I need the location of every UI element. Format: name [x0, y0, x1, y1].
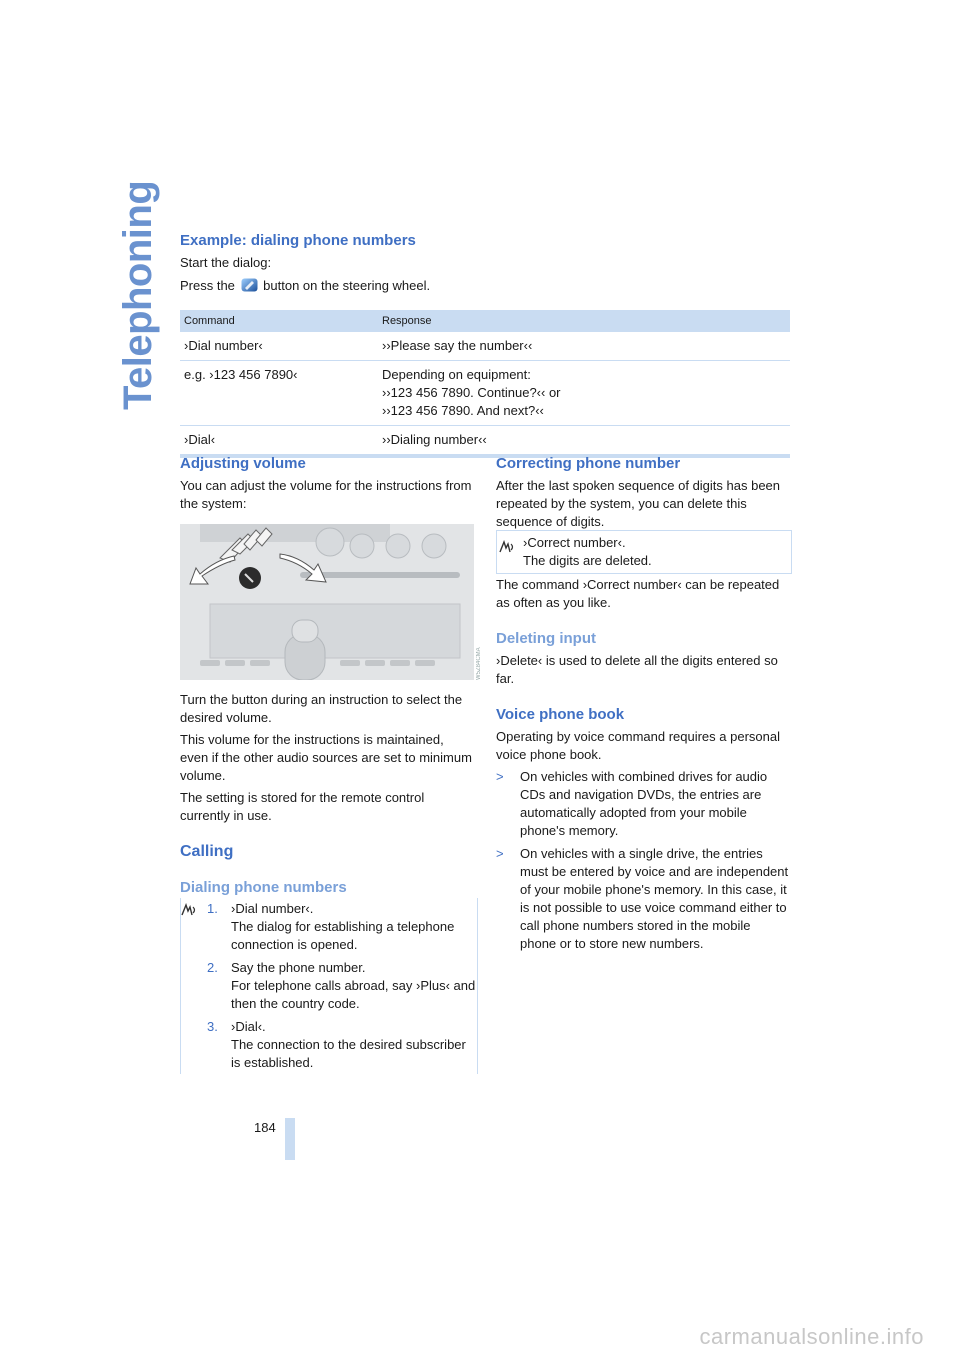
correcting-outro: The command ›Correct number‹ can be repeated as often as you like. [496, 577, 780, 610]
phonebook-bullets [496, 768, 790, 958]
volume-intro: You can adjust the volume for the instructions from the system: [180, 478, 472, 511]
correcting-intro: After the last spoken sequence of digits has been repeated by the system, you can delete this sequence of digits. [496, 478, 781, 529]
header-response: Response [382, 315, 432, 327]
table-row [180, 361, 790, 426]
dialing-sub-heading: Dialing phone numbers [180, 879, 347, 896]
list-item: 2. Say the phone number. For telephone calls abroad, say ›Plus‹ and then the country code. [207, 960, 476, 1011]
example-press-text: Press the button on the steering wheel. [180, 278, 431, 293]
photo-code: W5Z84CMA [476, 647, 482, 680]
dialing-steps [207, 900, 477, 1077]
volume-p2: This volume for the instructions is maintained, even if the other audio sources are set to minimum volume. [180, 732, 472, 783]
response-cell: ››Dialing number‹‹ [382, 432, 487, 447]
voice-button-icon [241, 278, 258, 292]
table-header [180, 310, 790, 332]
list-item: > On vehicles with a single drive, the entries must be entered by voice and are independent of your mobile phone's memory. In this case, it is not possible to use voice command either to call phone numbers stored in the mobile phone or to store new numbers. [496, 846, 789, 951]
command-cell: ›Dial number‹ [184, 338, 263, 353]
deleting-text: ›Delete‹ is used to delete all the digits entered so far. [496, 653, 778, 686]
correcting-heading: Correcting phone number [496, 455, 681, 472]
volume-p1: Turn the button during an instruction to select the desired volume. [180, 692, 463, 725]
calling-heading: Calling [180, 843, 234, 860]
list-item: 3. ›Dial‹. The connection to the desired subscriber is established. [207, 1019, 466, 1070]
list-item: > On vehicles with combined drives for audio CDs and navigation DVDs, the entries are automatically adopted from your mobile phone's memory. [496, 769, 768, 838]
volume-p3: The setting is stored for the remote control currently in use. [180, 790, 425, 823]
example-start-text: Start the dialog: [180, 255, 272, 270]
correct-number-command: ›Correct number‹. The digits are deleted. [523, 535, 652, 568]
page-number-bar [285, 1118, 295, 1160]
table-row [180, 332, 790, 361]
example-heading: Example: dialing phone numbers [180, 232, 416, 249]
command-cell: e.g. ›123 456 7890‹ [184, 367, 298, 382]
deleting-heading: Deleting input [496, 630, 596, 647]
watermark: carmanualsonline.info [699, 1324, 924, 1349]
page-number: 184 [254, 1120, 276, 1135]
command-table [180, 310, 790, 458]
volume-knob-photo [180, 524, 474, 680]
console-illustration [180, 524, 474, 680]
list-item: 1. ›Dial number‹. The dialog for establishing a telephone connection is opened. [207, 901, 455, 952]
table-row [180, 426, 790, 455]
phonebook-intro: Operating by voice command requires a personal voice phone book. [496, 729, 780, 762]
response-cell: Depending on equipment: ››123 456 7890. Continue?‹‹ or ››123 456 7890. And next?‹‹ [382, 367, 561, 418]
voice-command-icon [499, 540, 515, 554]
voice-command-icon [181, 903, 197, 917]
command-cell: ›Dial‹ [184, 432, 216, 447]
phonebook-heading: Voice phone book [496, 706, 625, 723]
header-command: Command [184, 315, 235, 327]
volume-heading: Adjusting volume [180, 455, 306, 472]
response-cell: ››Please say the number‹‹ [382, 338, 533, 353]
section-side-title: Telephoning [116, 180, 160, 410]
